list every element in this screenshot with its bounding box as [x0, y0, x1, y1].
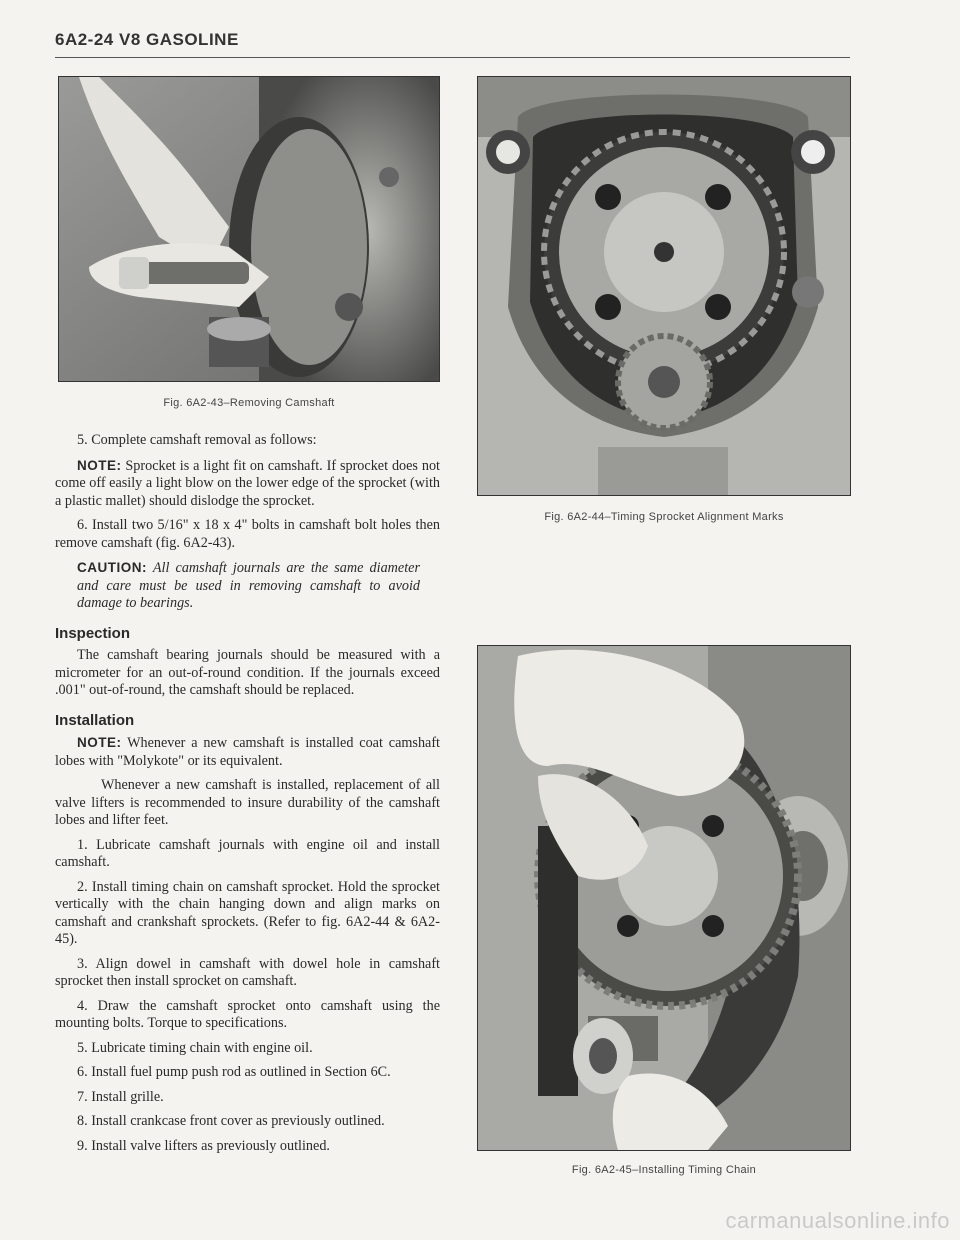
install-step: 7. Install grille. [77, 1088, 164, 1105]
caution-text: All camshaft journals are the same diameter and care must be used in removing camshaft to avoid damage to bearings. [77, 560, 420, 611]
figure-caption: Fig. 6A2-45–Installing Timing Chain [571, 1164, 757, 1176]
figure-timing-sprocket-alignment [477, 76, 851, 496]
removal-step-6: 6. Install two 5/16" x 18 x 4" bolts in camshaft bolt holes then remove camshaft (fig. 6A2-43). [55, 517, 440, 551]
install-step: 1. Lubricate camshaft journals with engine oil and install camshaft. [55, 836, 440, 870]
note-text: Whenever a new camshaft is installed coat camshaft lobes with "Molykote" or its equivalent. [55, 735, 440, 769]
install-step: 3. Align dowel in camshaft with dowel hole in camshaft sprocket then install sprocket on camshaft. [55, 955, 440, 989]
body-text-column [55, 432, 440, 1162]
figure-caption: Fig. 6A2-44–Timing Sprocket Alignment Marks [544, 511, 784, 523]
install-step: 2. Install timing chain on camshaft sprocket. Hold the sprocket vertically with the chain hanging down and align marks on camshaft and crankshaft sprockets. (Refer to fig. 6A2-44 & 6A2-45). [55, 878, 440, 947]
note-molykote [55, 734, 440, 770]
timing-sprocket-alignment-photo [478, 77, 850, 495]
page-header: 6A2-24 V8 GASOLINE [55, 30, 239, 49]
note-text: Sprocket is a light fit on camshaft. If sprocket does not come off easily a light blow on the lower edge of the sprocket (with a plastic mallet) should dislodge the sprocket. [55, 457, 440, 509]
header-divider [55, 57, 850, 58]
section-heading-inspection: Inspection [55, 624, 131, 642]
inspection-text: The camshaft bearing journals should be measured with a micrometer for an out-of-round condition. If the journals exceed .001" out-of-round, the camshaft should be replaced. [55, 647, 440, 698]
figure-caption: Fig. 6A2-43–Removing Camshaft [163, 397, 335, 409]
note-sprocket [55, 457, 440, 511]
install-step: 6. Install fuel pump push rod as outlined in Section 6C. [77, 1064, 391, 1080]
install-step: 5. Lubricate timing chain with engine oil. [77, 1039, 313, 1056]
figure-installing-timing-chain [477, 645, 851, 1151]
install-step: 9. Install valve lifters as previously outlined. [77, 1137, 330, 1154]
removal-step-5: 5. Complete camshaft removal as follows: [77, 432, 317, 448]
note-label: NOTE: [77, 735, 122, 750]
install-step: 4. Draw the camshaft sprocket onto camshaft using the mounting bolts. Torque to specifications. [55, 997, 440, 1031]
caution-journals [55, 559, 440, 613]
install-step: 8. Install crankcase front cover as previously outlined. [77, 1113, 385, 1129]
camshaft-removal-photo [59, 77, 439, 381]
caution-label: CAUTION: [77, 560, 147, 575]
figure-removing-camshaft [58, 76, 440, 382]
section-heading-installation: Installation [55, 711, 135, 729]
timing-chain-installation-photo [478, 646, 850, 1150]
note-label: NOTE: [77, 457, 122, 473]
watermark: carmanualsonline.info [725, 1208, 950, 1233]
note-continuation: Whenever a new camshaft is installed, replacement of all valve lifters is recommended to insure durability of the camshaft lobes and lifter feet. [55, 777, 440, 828]
